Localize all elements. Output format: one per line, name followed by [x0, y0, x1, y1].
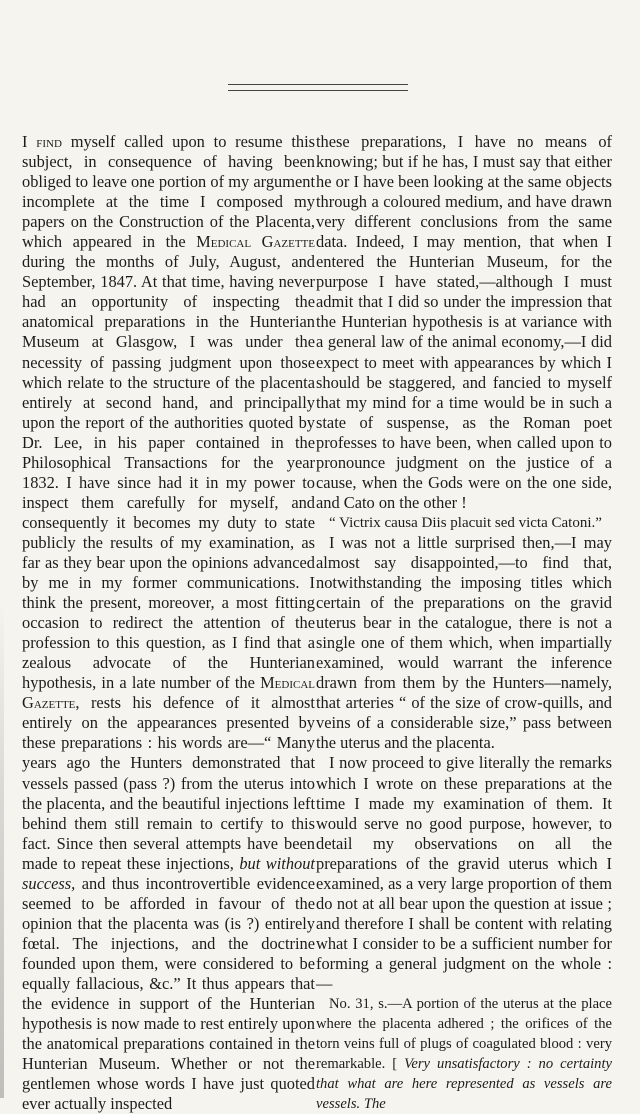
text-run: and thus incontrovertible evidence seemed to be afforded in favour of the opinion that the placenta was (is ?) entirely fœtal. The injections, and the doctrine founded upon them, were considered to be equally fallacious, &c.” It thus appears that the evidence in support of the Hunterian hypothesis is now made to rest entirely upon the anatomical preparations contained in the Hunterian Museum. Whether or not the gentlemen whose words I have just quoted ever actually inspected — [22, 873, 315, 1114]
paragraph: I was not a little surprised then,—I may almost say disappointed,—to find that, notwithstanding the imposing titles which certain of the preparations on the gravid uterus bear in the catalogue, there is not a single one of them which, when impartially examined, would warrant the inference drawn from them by the Hunters—namely, that arteries “ of the size of crow-quills, and veins of a considerable size,” pass between the uterus and the placenta. — [316, 532, 612, 753]
text-run: during the months of July, August, and September, 1847. At that time, having never had an opportunity of inspecting the anatomical preparations in the Hunterian Museum at Glasgow, I was under the necessity of passing judgment upon those which relate to the structure of the placenta entirely at second hand, and principally upon the report of the authorities quoted by Dr. Lee, in his paper contained in the Philosophical Transactions for the year 1832. I have since had it in my power to inspect them carefully for myself, and consequently it becomes my duty to state publicly the results of my examination, as far as they bear upon the opinions advanced by me in my former communications. I think the present, moreover, a most fitting occasion to redirect the attention of the profession to this question, as I find that a zealous advocate of the Hunterian hypothesis, in a late number of the — [22, 252, 315, 693]
journal-name: Medical Gazette — [196, 232, 315, 252]
text-run: , rests his defence of it almost entirely on the appearances presented by these preparations : his words are—“ Many years ago the Hunters demonstrated that vessels passed (pass ?) from the uterus into the placenta, and the beautiful injections left behind them still remain to certify to this fact. Since then several attempts have been made to repeat these injections, — [22, 693, 315, 873]
text-run: myself called upon to resume this subject, in consequence of having been obliged to leave one portion of my argument incomplete at the time I composed my papers on the Construction of the Placenta, which appeared in the — [22, 132, 315, 252]
specimen-note — [316, 994, 612, 1114]
journal-name: Medical Gazette — [22, 673, 315, 713]
opening-words: I find — [22, 132, 62, 151]
italic-comment: Very unsatisfactory : no certainty that what are here represented as vessels are vessels. The — [316, 1056, 612, 1113]
header-double-rule — [228, 84, 408, 91]
text-run: No. 31, s.—A portion of the uterus at the place where the placenta adhered ; the orifices of the torn veins full of plugs of coagulated blood : very remarkable. [ — [316, 996, 612, 1073]
paragraph — [22, 132, 315, 1114]
right-column — [316, 132, 612, 1114]
italic-phrase: but without success, — [22, 853, 315, 893]
page-edge-shadow — [0, 600, 4, 1098]
latin-quote: “ Victrix causa Diis placuit sed victa Catoni.” — [329, 514, 602, 531]
paragraph: these preparations, I have no means of knowing; but if he has, I must say that either he or I have been looking at the same objects through a coloured medium, and have drawn very different conclusions from the same data. Indeed, I may mention, that when I entered the Hunterian Museum, for the purpose I have stated,—although I must admit that I did so under the impression that the Hunterian hypothesis is at variance with a general law of the animal economy,—I did expect to meet with appearances by which I should be staggered, and fancied to myself that my mind for a time would be in such a state of suspense, as the Roman poet professes to have been, when called upon to pronounce judgment on the justice of a cause, when the Gods were on the one side, and Cato on the other ! — [316, 132, 612, 512]
paragraph: I now proceed to give literally the remarks which I wrote on these preparations at the time I made my examination of them. It would serve no good purpose, however, to detail my observations on all the preparations of the gravid uterus which I examined, as a very large proportion of them do not at all bear upon the question at issue ; and therefore I shall be content with relating what I consider to be a sufficient number for forming a general judgment on the whole :— — [316, 753, 612, 993]
left-column — [22, 132, 315, 1114]
